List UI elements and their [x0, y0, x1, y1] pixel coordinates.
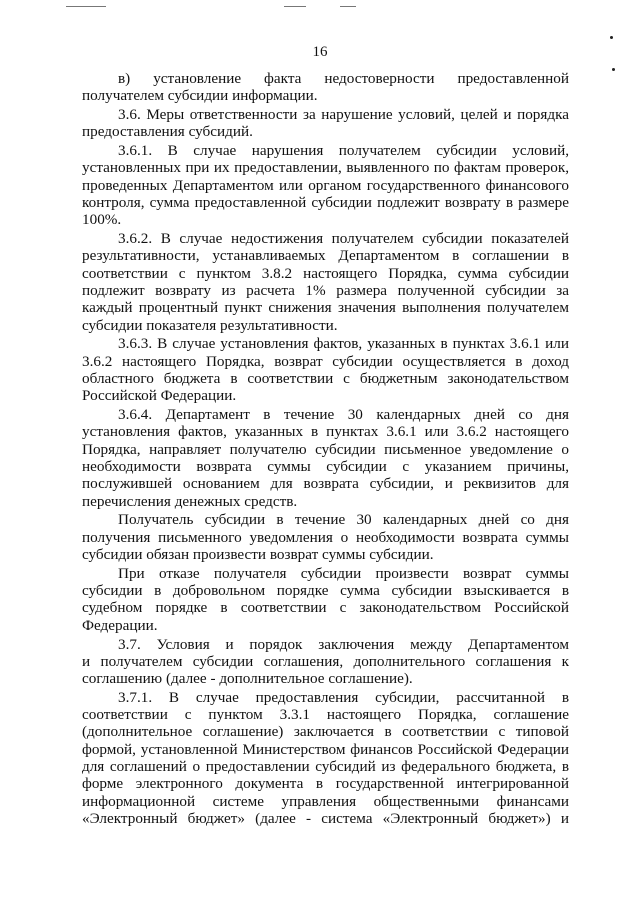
- text-line: формой, установленной Министерством финансов Российской Федерации: [82, 740, 569, 758]
- text-line: и получателем субсидии соглашения, дополнительного соглашения к: [82, 652, 569, 670]
- paragraph-p-3-6-2: [82, 230, 569, 334]
- text-line: подлежит возврату из расчета 1% размера полученной субсидии за: [82, 282, 569, 300]
- paragraph-p-3-6-4: [82, 406, 569, 510]
- document-body: [82, 70, 569, 827]
- paragraph-p-3-6-1: [82, 142, 569, 228]
- text-line: Российской Федерации.: [82, 387, 237, 405]
- text-line: установленных при их предоставлении, выявленного по фактам проверок,: [82, 159, 569, 177]
- text-line: 3.6.1. В случае нарушения получателем субсидии условий,: [118, 142, 569, 160]
- text-line: Федерации.: [82, 616, 158, 634]
- paragraph-p-3-7-1: [82, 689, 569, 827]
- text-line: субсидии показателя результативности.: [82, 316, 338, 334]
- text-line: Порядка, направляет получателю субсидии письменное уведомление о: [82, 440, 569, 458]
- text-line: 3.6.2. В случае недостижения получателем субсидии показателей: [118, 230, 569, 248]
- text-line: проведенных Департаментом или органом государственного финансового: [82, 176, 569, 194]
- page-number: 16: [312, 44, 328, 60]
- scan-artifact-top-left: [66, 6, 106, 7]
- text-line: форме электронного документа в государственной интегрированной: [82, 775, 569, 793]
- text-line: 3.6. Меры ответственности за нарушение условий, целей и порядка: [118, 106, 569, 124]
- text-line: 3.6.4. Департамент в течение 30 календарных дней со дня: [118, 406, 569, 424]
- text-line: необходимости возврата суммы субсидии с указанием причины,: [82, 458, 569, 476]
- text-line: установления фактов, указанных в пунктах 3.6.1 или 3.6.2 настоящего: [82, 423, 569, 441]
- text-line: в) установление факта недостоверности предоставленной: [118, 70, 569, 87]
- scan-artifact-top-center: [284, 6, 306, 7]
- scan-dot-right-2: [612, 68, 615, 71]
- text-line: каждый процентный пункт снижения значения выполнения получателем: [82, 299, 569, 317]
- text-line: 3.6.2 настоящего Порядка, возврат субсидии осуществляется в доход: [82, 352, 569, 370]
- text-line: судебном порядке в соответствии с законодательством Российской: [82, 599, 569, 617]
- text-line: 3.7.1. В случае предоставления субсидии, рассчитанной в: [118, 688, 569, 706]
- paragraph-p-v: [82, 70, 569, 105]
- text-line: областного бюджета в соответствии с бюджетным законодательством: [82, 370, 569, 388]
- paragraph-p-refusal: [82, 565, 569, 634]
- text-line: 100%.: [82, 211, 122, 229]
- paragraph-p-3-7: [82, 636, 569, 688]
- scan-artifact-top-right: [340, 6, 356, 7]
- text-line: для соглашений о предоставлении субсидий из федерального бюджета, в: [82, 758, 569, 776]
- paragraph-p-3-6-3: [82, 335, 569, 404]
- text-line: субсидии в добровольном порядке сумма субсидии взыскивается в: [82, 582, 569, 600]
- text-line: послужившей основанием для возврата субсидии, и реквизитов для: [82, 475, 569, 493]
- text-line: контроля, сумма предоставленной субсидии подлежит возврату в размере: [82, 194, 569, 212]
- paragraph-p-3-6: [82, 106, 569, 141]
- text-line: (дополнительное соглашение) заключается в соответствии с типовой: [82, 723, 569, 741]
- text-line: перечисления денежных средств.: [82, 492, 298, 510]
- text-line: субсидии обязан произвести возврат суммы субсидии.: [82, 546, 434, 564]
- text-line: предоставления субсидий.: [82, 123, 253, 141]
- scan-dot-right-1: [610, 36, 613, 39]
- text-line: Получатель субсидии в течение 30 календарных дней со дня: [118, 511, 569, 529]
- text-line: «Электронный бюджет» (далее - система «Электронный бюджет») и: [82, 809, 569, 827]
- text-line: получателем субсидии информации.: [82, 87, 318, 105]
- text-line: 3.6.3. В случае установления фактов, указанных в пунктах 3.6.1 или: [118, 335, 569, 353]
- text-line: соглашению (далее - дополнительное соглашение).: [82, 670, 413, 688]
- text-line: соответствии с пунктом 3.3.1 настоящего Порядка, соглашение: [82, 706, 569, 724]
- text-line: При отказе получателя субсидии произвести возврат суммы: [118, 564, 569, 582]
- paragraph-p-recipient: [82, 511, 569, 563]
- text-line: информационной системе управления общественными финансами: [82, 792, 569, 810]
- text-line: получения письменного уведомления о необходимости возврата суммы: [82, 528, 569, 546]
- text-line: результативности, устанавливаемых Департаментом в соглашении в: [82, 247, 569, 265]
- text-line: соответствии с пунктом 3.8.2 настоящего Порядка, сумма субсидии: [82, 264, 569, 282]
- text-line: 3.7. Условия и порядок заключения между Департаментом: [118, 635, 569, 653]
